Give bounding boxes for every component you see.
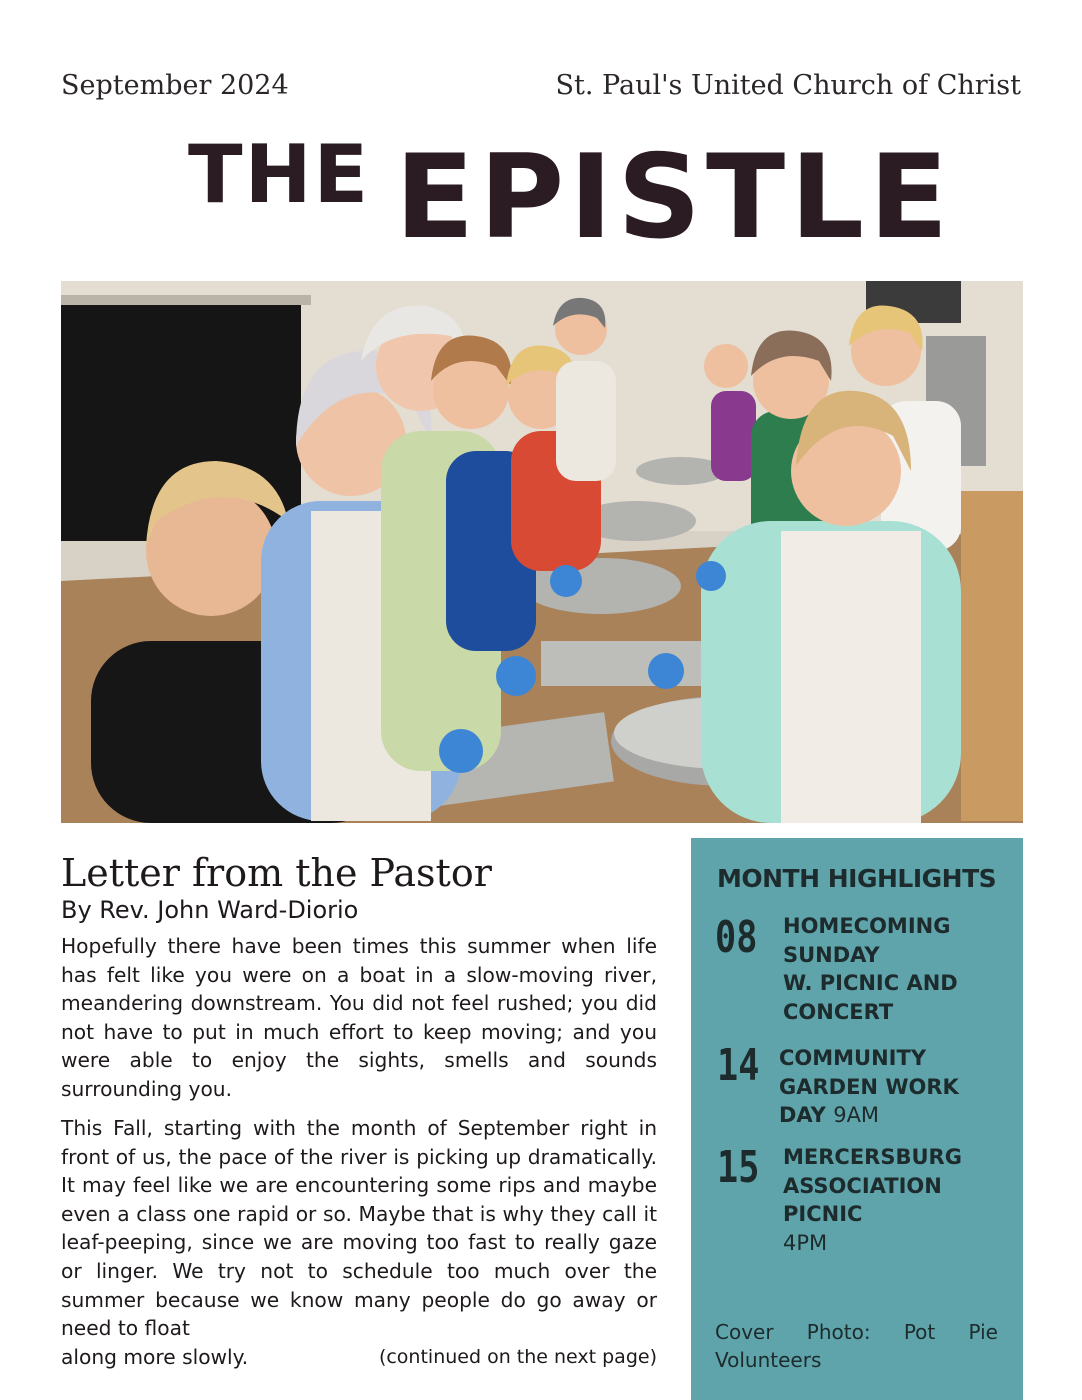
event-day: 14: [717, 1040, 760, 1091]
article-paragraph: This Fall, starting with the month of September right in front of us, the pace of the river is picking up dramatically. It may feel like we are encountering some rips and maybe even a class one rapid or so. Maybe that is why they call it leaf-peeping, since we are moving too fast to really gaze or linger. We try not to schedule too much over the summer because we know many people do go away or need to float: [61, 1116, 657, 1341]
event-time: 9AM: [833, 1103, 880, 1127]
event-description: [783, 1143, 1003, 1257]
event-line: MERCERSBURG: [783, 1145, 962, 1169]
cover-photo-caption: Cover Photo: Pot Pie: [715, 1320, 998, 1344]
article-paragraph-last-line: along more slowly.: [61, 1345, 249, 1369]
event-line: PICNIC: [783, 1202, 863, 1226]
event-line: CONCERT: [783, 999, 894, 1024]
highlights-title: MONTH HIGHLIGHTS: [717, 864, 997, 893]
cover-photo-caption-line2: Volunteers: [715, 1348, 822, 1372]
event-description: [783, 912, 1003, 1026]
cover-photo-illustration: [61, 281, 1023, 823]
event-line: W. PICNIC AND: [783, 971, 958, 995]
event-description: [779, 1044, 999, 1130]
event-line: COMMUNITY: [779, 1046, 927, 1070]
cover-photo: [61, 281, 1023, 823]
church-name: St. Paul's United Church of Christ: [555, 70, 1021, 101]
issue-date: September 2024: [61, 70, 289, 101]
article-title: Letter from the Pastor: [61, 851, 492, 895]
article-paragraph-end: [61, 1343, 657, 1372]
event-line: SUNDAY: [783, 942, 880, 967]
masthead-epistle: EPISTLE: [395, 130, 954, 265]
month-highlights-panel: [691, 838, 1023, 1400]
event-line: HOMECOMING: [783, 914, 951, 938]
event-line: GARDEN WORK: [779, 1074, 959, 1099]
event-line: DAY: [779, 1103, 826, 1127]
article-byline: By Rev. John Ward-Diorio: [61, 896, 359, 924]
continued-note: (continued on the next page): [378, 1346, 657, 1368]
event-line: ASSOCIATION: [783, 1173, 942, 1198]
event-day: 08: [715, 912, 758, 963]
event-day: 15: [717, 1142, 760, 1193]
article-paragraph: Hopefully there have been times this summer when life has felt like you were on a boat in a slow-moving river, meandering downstream. You did not feel rushed; you did not have to put in much effort to keep moving; and you were able to enjoy the sights, smells and sounds surrounding you.: [61, 934, 657, 1101]
event-time: 4PM: [783, 1230, 828, 1255]
newsletter-masthead: [0, 128, 1082, 265]
masthead-the: THE: [188, 128, 371, 221]
